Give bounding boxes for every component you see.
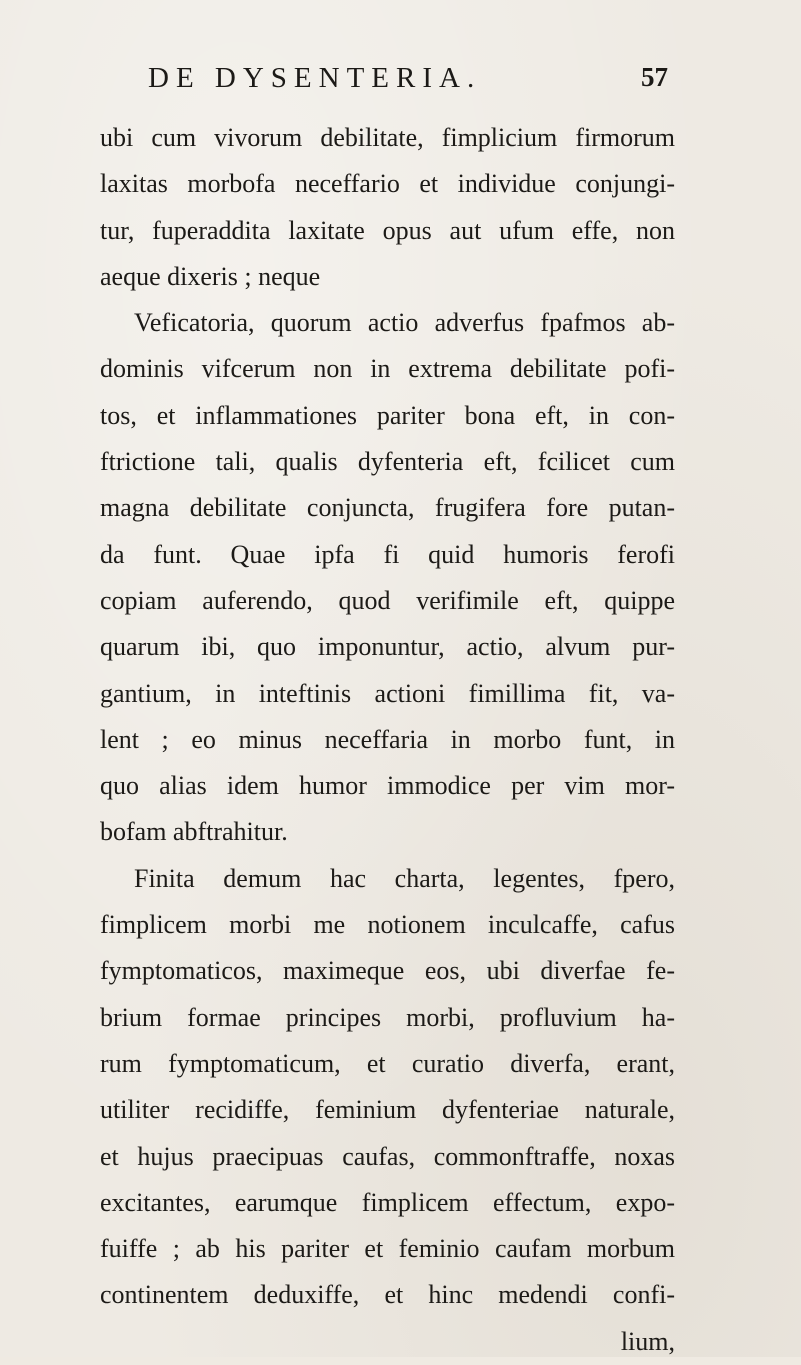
- text-line: utiliter recidiffe, feminium dyfenteriae naturale,: [100, 1095, 675, 1125]
- body-text: [100, 115, 675, 1365]
- text-line: copiam auferendo, quod verifimile eft, quippe: [100, 585, 675, 615]
- text-line: brium formae principes morbi, profluvium ha-: [100, 1002, 675, 1032]
- text-line: lium,: [620, 1326, 675, 1356]
- text-line: gantium, in inteftinis actioni fimillima fit, va-: [100, 678, 675, 708]
- text-line: quarum ibi, quo imponuntur, actio, alvum pur-: [100, 632, 675, 662]
- text-line: tos, et inflammationes pariter bona eft, in con-: [100, 400, 675, 430]
- text-line: continentem deduxiffe, et hinc medendi confi-: [100, 1280, 675, 1310]
- text-line: lent ; eo minus neceffaria in morbo funt, in: [100, 724, 675, 754]
- text-line: da funt. Quae ipfa fi quid humoris ferofi: [100, 539, 675, 569]
- text-line: dominis vifcerum non in extrema debilitate pofi-: [100, 354, 675, 384]
- text-line: rum fymptomaticum, et curatio diverfa, erant,: [100, 1048, 675, 1078]
- text-line: excitantes, earumque fimplicem effectum, expo-: [100, 1187, 675, 1217]
- text-line: ubi cum vivorum debilitate, fimplicium firmorum: [100, 123, 675, 152]
- text-line: et hujus praecipuas caufas, commonftraffe, noxas: [100, 1141, 675, 1171]
- text-line: tur, fuperaddita laxitate opus aut ufum effe, non: [100, 215, 675, 245]
- running-title: DE DYSENTERIA.: [148, 62, 482, 94]
- text-line: aeque dixeris ; neque: [100, 261, 321, 291]
- text-line: fimplicem morbi me notionem inculcaffe, cafus: [100, 910, 675, 940]
- text-line: Finita demum hac charta, legentes, fpero,: [134, 863, 675, 893]
- text-line: Veficatoria, quorum actio adverfus fpafmos ab-: [134, 308, 675, 338]
- text-line: fymptomaticos, maximeque eos, ubi diverfae fe-: [100, 956, 675, 986]
- text-line: fuiffe ; ab his pariter et feminio caufam morbum: [100, 1234, 675, 1264]
- page-number: 57: [641, 62, 668, 92]
- text-line: magna debilitate conjuncta, frugifera fore putan-: [100, 493, 675, 523]
- text-line: bofam abftrahitur.: [100, 817, 288, 847]
- text-line: quo alias idem humor immodice per vim mor-: [100, 771, 675, 801]
- running-head: [148, 62, 668, 102]
- text-line: laxitas morbofa neceffario et individue conjungi-: [100, 169, 675, 199]
- text-line: ftrictione tali, qualis dyfenteria eft, fcilicet cum: [100, 447, 675, 477]
